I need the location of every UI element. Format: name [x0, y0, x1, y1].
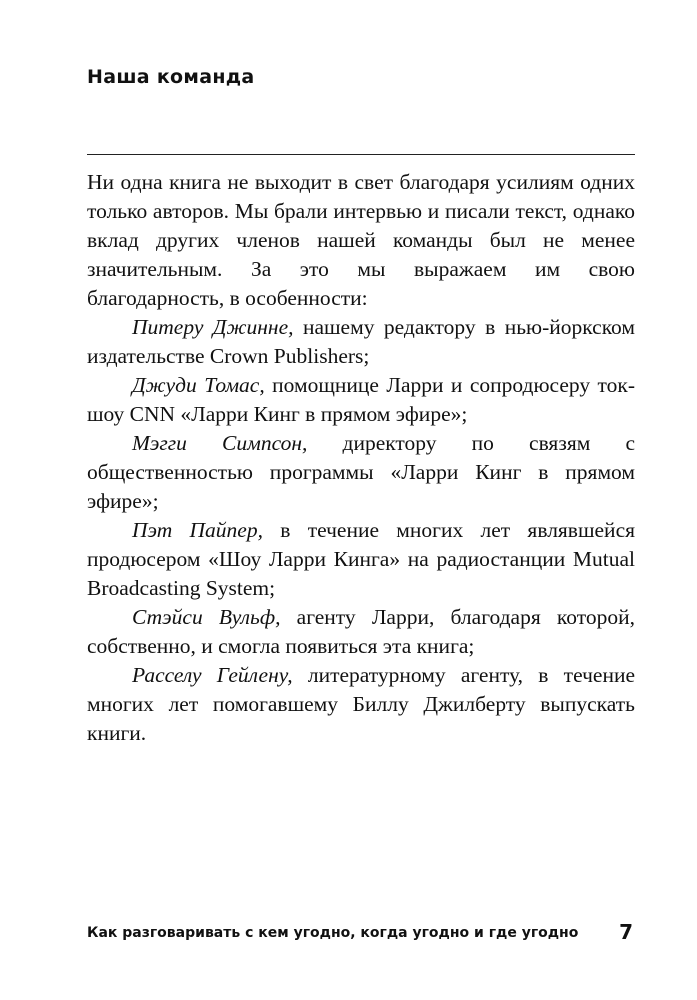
- running-footer-title: Как разговаривать с кем угодно, когда угодно и где угодно: [87, 925, 579, 941]
- page-footer: [87, 920, 635, 949]
- acknowledgement-name: Джуди Томас,: [132, 373, 265, 397]
- acknowledgement-text: литературному агенту, в течение многих лет помогавшему Биллу Джилберту выпускать книги.: [87, 663, 635, 745]
- page-body: [87, 168, 635, 748]
- acknowledgement-name: Питеру Джинне,: [132, 315, 294, 339]
- acknowledgement-name: Пэт Пайпер,: [132, 518, 263, 542]
- acknowledgement-paragraph: [87, 371, 635, 429]
- acknowledgement-paragraph: [87, 603, 635, 661]
- acknowledgement-text: нашему редактору в нью-йоркском издательстве Crown Publishers;: [87, 315, 635, 368]
- acknowledgement-paragraph: [87, 429, 635, 516]
- page-number: 7: [619, 920, 633, 944]
- acknowledgement-name: Мэгги Симпсон,: [132, 431, 308, 455]
- acknowledgement-name: Стэйси Вульф,: [132, 605, 281, 629]
- acknowledgement-name: Расселу Гейлену,: [132, 663, 293, 687]
- heading-divider: [87, 154, 635, 155]
- intro-paragraph: Ни одна книга не выходит в свет благодаря усилиям одних только авторов. Мы брали интервью и писали текст, однако вклад других членов нашей команды был не менее значительным. За это мы выражаем им свою благодарность, в особенности:: [87, 170, 635, 310]
- acknowledgement-paragraph: [87, 661, 635, 748]
- acknowledgement-paragraph: [87, 313, 635, 371]
- acknowledgement-text: помощнице Ларри и сопродюсеру ток-шоу CNN «Ларри Кинг в прямом эфире»;: [87, 373, 635, 426]
- acknowledgement-text: агенту Ларри, благодаря которой, собственно, и смогла появиться эта книга;: [87, 605, 635, 658]
- acknowledgement-text: директору по связям с общественностью программы «Ларри Кинг в прямом эфире»;: [87, 431, 635, 513]
- acknowledgement-paragraph: [87, 516, 635, 603]
- acknowledgement-text: в течение многих лет являвшейся продюсером «Шоу Ларри Кинга» на радиостанции Mutual Broadcasting System;: [87, 518, 635, 600]
- chapter-heading: Наша команда: [87, 66, 255, 88]
